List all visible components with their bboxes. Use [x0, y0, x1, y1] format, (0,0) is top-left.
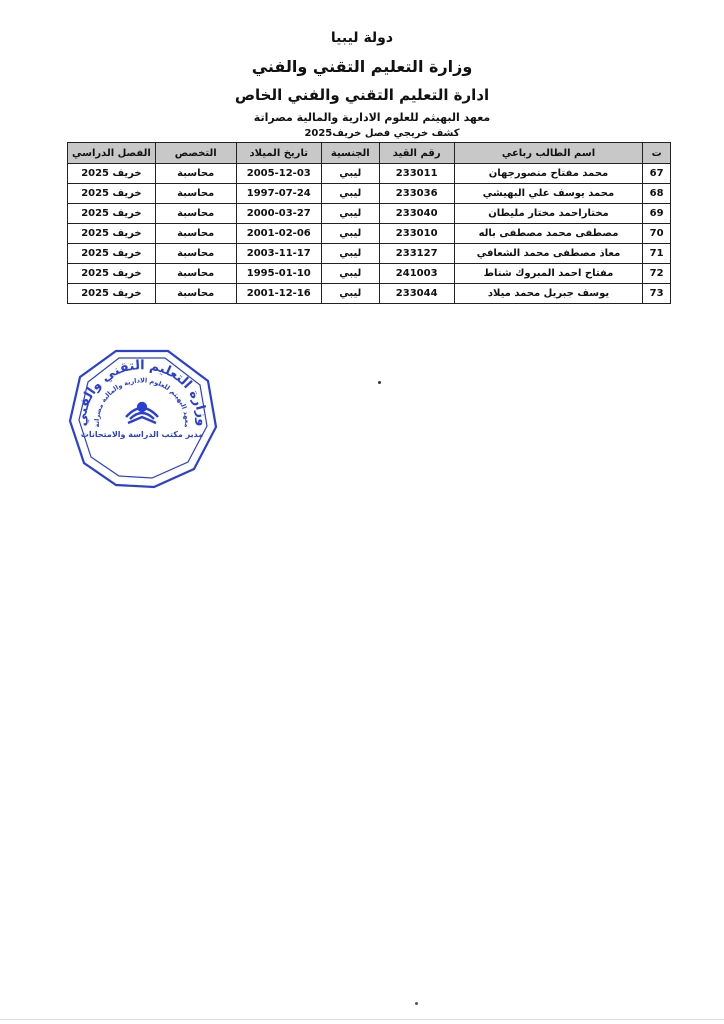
row-specialization: محاسبة: [155, 164, 236, 184]
stamp-inner-text: معهد البهيثم للعلوم الادارية والمالية مصراتة: [92, 376, 192, 428]
row-reg: 233036: [379, 184, 454, 204]
row-dob: 2005-12-03: [236, 164, 321, 184]
official-stamp-icon: [66, 347, 218, 489]
row-dob: 2001-02-06: [236, 224, 321, 244]
row-no: 73: [643, 284, 671, 304]
header-specialization: التخصص: [155, 143, 236, 164]
row-reg: 233010: [379, 224, 454, 244]
institute-heading: معهد البهيثم للعلوم الادارية والمالية مصراتة: [253, 111, 491, 124]
header-reg: رقم القيد: [379, 143, 454, 164]
row-nationality: ليبي: [321, 224, 379, 244]
row-name: مصطفى محمد مصطفى باله: [454, 224, 642, 244]
table-row: [68, 284, 671, 304]
row-no: 67: [643, 164, 671, 184]
stamp-outer-text: وزارة التعليم التقني والفني: [74, 358, 210, 427]
row-no: 69: [643, 204, 671, 224]
table-row: [68, 224, 671, 244]
row-reg: 233011: [379, 164, 454, 184]
row-name: يوسف جبريل محمد ميلاد: [454, 284, 642, 304]
country-heading: دولة ليبيا: [330, 30, 394, 46]
row-nationality: ليبي: [321, 164, 379, 184]
row-no: 72: [643, 264, 671, 284]
row-dob: 2000-03-27: [236, 204, 321, 224]
graduates-table: [67, 142, 671, 304]
row-nationality: ليبي: [321, 264, 379, 284]
header-dob: تاريخ الميلاد: [236, 143, 321, 164]
row-dob: 2003-11-17: [236, 244, 321, 264]
row-nationality: ليبي: [321, 284, 379, 304]
row-name: مفتاح احمد المبروك شناط: [454, 264, 642, 284]
page-edge-divider: [0, 1019, 724, 1020]
header-no: ت: [643, 143, 671, 164]
row-reg: 233127: [379, 244, 454, 264]
row-specialization: محاسبة: [155, 184, 236, 204]
row-nationality: ليبي: [321, 204, 379, 224]
header-name: اسم الطالب رباعي: [454, 143, 642, 164]
administration-heading: ادارة التعليم التقني والفني الخاص: [234, 86, 490, 104]
table-row: [68, 204, 671, 224]
row-specialization: محاسبة: [155, 204, 236, 224]
row-dob: 1995-01-10: [236, 264, 321, 284]
row-name: محمد يوسف علي البهيشي: [454, 184, 642, 204]
row-name: مختاراحمد مختار مليطان: [454, 204, 642, 224]
row-name: محمد مفتاح منصورجهان: [454, 164, 642, 184]
row-nationality: ليبي: [321, 244, 379, 264]
row-specialization: محاسبة: [155, 284, 236, 304]
speck-mark: [378, 381, 381, 384]
row-semester: خريف 2025: [68, 284, 156, 304]
header-nationality: الجنسية: [321, 143, 379, 164]
row-specialization: محاسبة: [155, 244, 236, 264]
row-reg: 233040: [379, 204, 454, 224]
row-no: 71: [643, 244, 671, 264]
row-semester: خريف 2025: [68, 244, 156, 264]
row-no: 70: [643, 224, 671, 244]
row-reg: 241003: [379, 264, 454, 284]
row-specialization: محاسبة: [155, 224, 236, 244]
row-semester: خريف 2025: [68, 204, 156, 224]
table-header-row: [68, 143, 671, 164]
row-semester: خريف 2025: [68, 264, 156, 284]
row-specialization: محاسبة: [155, 264, 236, 284]
row-dob: 2001-12-16: [236, 284, 321, 304]
row-dob: 1997-07-24: [236, 184, 321, 204]
row-semester: خريف 2025: [68, 224, 156, 244]
table-row: [68, 264, 671, 284]
row-name: معاذ مصطفى محمد الشعافي: [454, 244, 642, 264]
stamp-center-text: مدير مكتب الدراسة والامتحانات: [80, 430, 204, 439]
table-row: [68, 184, 671, 204]
row-semester: خريف 2025: [68, 164, 156, 184]
table-row: [68, 244, 671, 264]
header-semester: الفصل الدراسي: [68, 143, 156, 164]
row-semester: خريف 2025: [68, 184, 156, 204]
speck-mark: [415, 1002, 418, 1005]
row-no: 68: [643, 184, 671, 204]
list-title: كشف خريجي فصل خريف2025: [304, 128, 460, 139]
row-reg: 233044: [379, 284, 454, 304]
ministry-heading: وزارة التعليم التقني والفني: [251, 57, 473, 76]
row-nationality: ليبي: [321, 184, 379, 204]
table-row: [68, 164, 671, 184]
